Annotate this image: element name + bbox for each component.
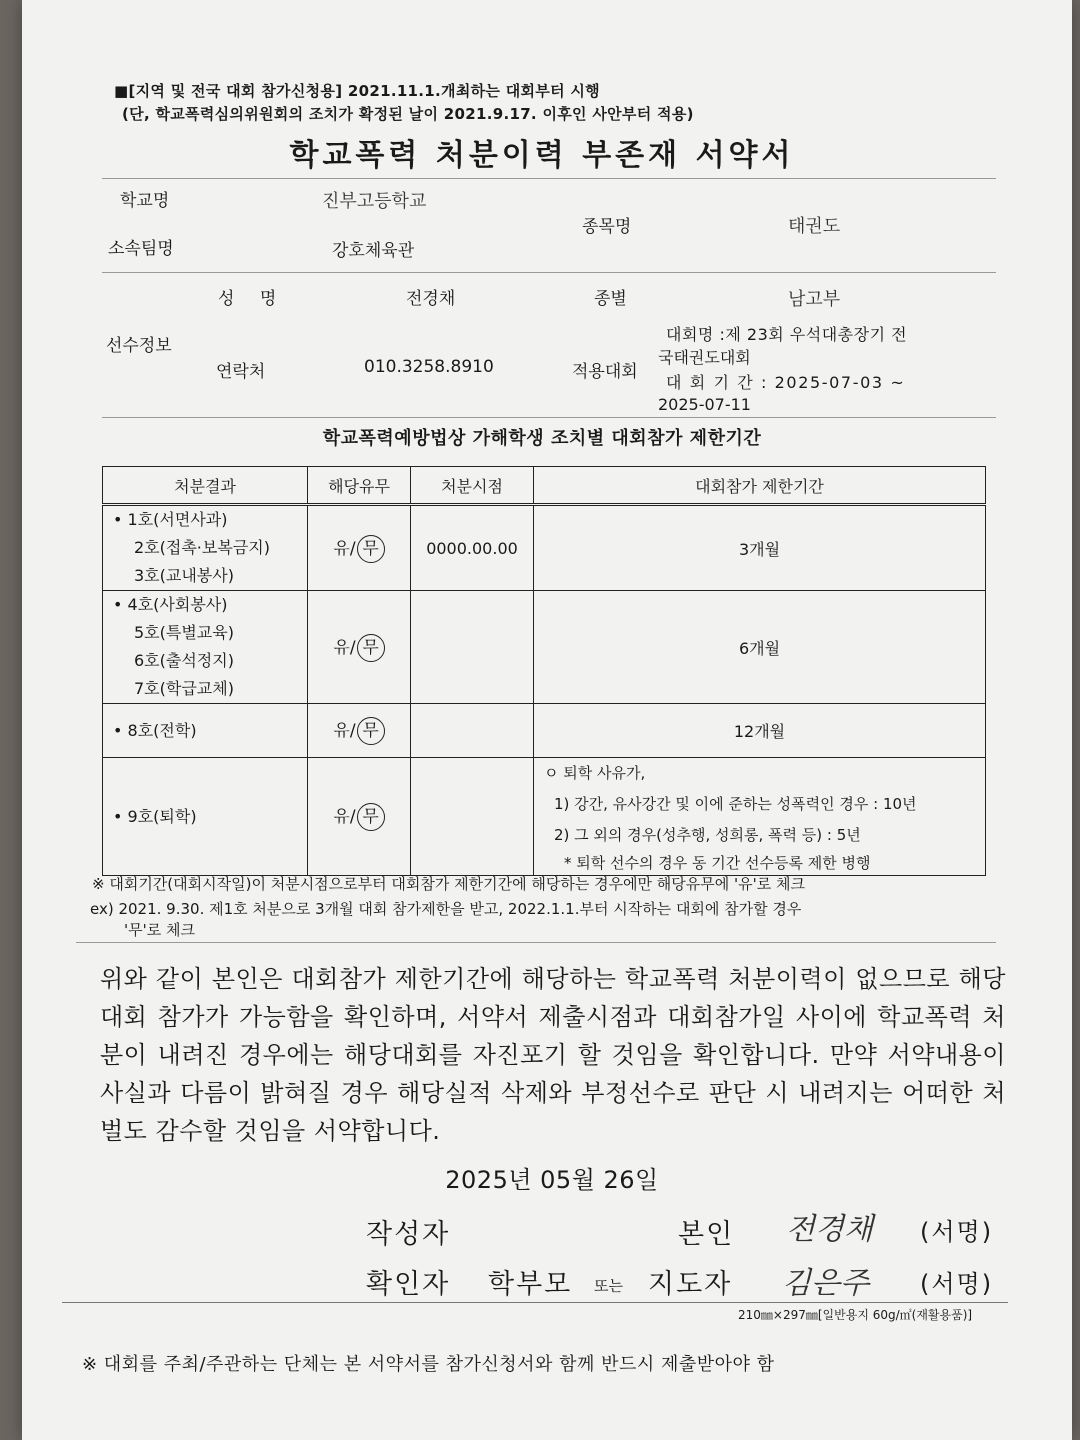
col-header-result: 처분결과 <box>103 467 308 505</box>
divider <box>102 178 996 179</box>
sanction-item: 3호(교내봉사) <box>134 566 234 585</box>
team-label: 소속팀명 <box>108 239 174 259</box>
col-header-date: 처분시점 <box>411 467 534 505</box>
competition-name-line1: 대회명 :제 23회 우석대총장기 전 <box>666 325 908 344</box>
expulsion-note: 2) 그 외의 경우(성추행, 성희롱, 폭력 등) : 5년 <box>554 826 861 844</box>
col-header-applicable: 해당유무 <box>308 467 411 505</box>
name-label: 성 명 <box>218 289 287 309</box>
yes-option: 유/ <box>333 721 356 741</box>
parent-label: 학부모 <box>488 1269 573 1300</box>
school-value: 진부고등학교 <box>322 191 427 212</box>
gender-value: 남고부 <box>788 289 841 310</box>
sanction-item: 6호(출석정지) <box>134 651 234 670</box>
table-row <box>103 704 986 758</box>
table-note: ※ 대회기간(대회시작일)이 처분시점으로부터 대회참가 제한기간에 해당하는 경우에만 해당유무에 '유'로 체크 <box>92 875 805 893</box>
restriction-period: 12개월 <box>534 704 986 758</box>
sanction-item: 5호(특별교육) <box>134 623 234 642</box>
header-notice-line2: (단, 학교폭력심의위원회의 조치가 확정된 날이 2021.9.17. 이후인 사안부터 적용) <box>122 105 694 123</box>
table-row <box>103 591 986 704</box>
document-title: 학교폭력 처분이력 부존재 서약서 <box>289 138 795 173</box>
competition-label: 적용대회 <box>572 362 638 382</box>
competition-period-line2: 2025-07-11 <box>658 395 751 414</box>
restriction-period: 3개월 <box>534 505 986 591</box>
example-note: ex) 2021. 9.30. 제1호 처분으로 3개월 대회 참가제한을 받고, 2022.1.1.부터 시작하는 대회에 참가할 경우 <box>90 900 802 918</box>
divider <box>76 942 996 943</box>
table-header-row <box>103 467 986 505</box>
competition-name-line2: 국태권도대회 <box>658 348 751 367</box>
applicable-check[interactable] <box>308 505 411 591</box>
gender-label: 종별 <box>594 289 627 309</box>
name-value: 전경채 <box>406 289 456 309</box>
sanction-item: • 1호(서면사과) <box>113 510 228 529</box>
sign-date: 2025년 05월 26일 <box>445 1166 659 1194</box>
restriction-period: 6개월 <box>534 591 986 704</box>
or-label: 또는 <box>594 1277 623 1295</box>
confirmer-label: 확인자 <box>366 1269 451 1300</box>
sanction-items <box>103 591 308 704</box>
header-notice-line1: ■[지역 및 전국 대회 참가신청용] 2021.11.1.개최하는 대회부터 시행 <box>114 82 600 100</box>
writer-label: 작성자 <box>366 1219 451 1250</box>
form-sheet <box>22 0 1072 1440</box>
athlete-info-label: 선수정보 <box>106 336 172 356</box>
event-value: 태권도 <box>788 216 841 237</box>
competition-period-line1: 대 회 기 간 : 2025-07-03 ~ <box>666 373 906 392</box>
yes-option: 유/ <box>333 637 356 658</box>
school-label: 학교명 <box>120 191 170 211</box>
footer-note: ※ 대회를 주최/주관하는 단체는 본 서약서를 참가신청서와 함께 반드시 제출받아야 함 <box>82 1354 775 1375</box>
confirmer-seal: (서명) <box>920 1270 994 1298</box>
sanction-date <box>411 704 534 758</box>
col-header-period: 대회참가 제한기간 <box>534 467 986 505</box>
sanction-item: 2호(접촉·보복금지) <box>134 538 270 557</box>
yes-option: 유/ <box>333 538 356 559</box>
sanction-item: • 8호(전학) <box>113 720 197 740</box>
applicable-check[interactable] <box>308 704 411 758</box>
sanction-items <box>103 505 308 591</box>
sanction-items <box>103 704 308 758</box>
paper-spec: 210㎜×297㎜[일반용지 60g/㎡(재활용품)] <box>738 1308 973 1322</box>
sanction-date <box>411 758 534 876</box>
table-row <box>103 505 986 591</box>
sanction-item: 7호(학급교체) <box>134 679 234 698</box>
table-subtitle: 학교폭력예방법상 가해학생 조치별 대회참가 제한기간 <box>322 428 762 449</box>
no-option-circled: 무 <box>357 634 385 662</box>
self-label: 본인 <box>678 1219 735 1250</box>
example-note-cont: '무'로 체크 <box>124 921 195 939</box>
divider <box>102 272 996 273</box>
sanction-table <box>102 466 986 876</box>
expulsion-note: ㅇ 퇴학 사유가, <box>544 764 646 782</box>
applicable-check[interactable] <box>308 758 411 876</box>
no-option-circled: 무 <box>357 717 385 745</box>
expulsion-note: * 퇴학 선수의 경우 동 기간 선수등록 제한 병행 <box>564 854 871 872</box>
divider <box>102 417 996 418</box>
expulsion-notes <box>534 758 986 876</box>
writer-seal: (서명) <box>920 1218 994 1246</box>
expulsion-note: 1) 강간, 유사강간 및 이에 준하는 성폭력인 경우 : 10년 <box>554 795 917 813</box>
sanction-date <box>411 591 534 704</box>
coach-label: 지도자 <box>648 1269 733 1300</box>
sanction-items <box>103 758 308 876</box>
pledge-text: 위와 같이 본인은 대회참가 제한기간에 해당하는 학교폭력 처분이력이 없으므로 해당 대회 참가가 가능함을 확인하며, 서약서 제출시점과 대회참가일 사이에 학교폭력 처분이 내려진 경우에는 해당대회를 자진포기 할 것임을 확인합니다. 만약 서약내용이 사실과 다름이 밝혀질 경우 해당실적 삭제와 부정선수로 판단 시 내려지는 어떠한 처벌도 감수할 것임을 서약합니다. <box>100 965 1006 1145</box>
writer-signature: 전경채 <box>786 1212 873 1247</box>
sanction-item: • 9호(퇴학) <box>113 806 197 826</box>
sanction-item: • 4호(사회봉사) <box>113 595 228 614</box>
team-value: 강호체육관 <box>332 241 415 261</box>
contact-label: 연락처 <box>216 362 266 382</box>
divider <box>62 1302 1008 1303</box>
no-option-circled: 무 <box>357 803 385 831</box>
event-label: 종목명 <box>582 217 632 237</box>
contact-value: 010.3258.8910 <box>364 357 494 377</box>
applicable-check[interactable] <box>308 591 411 704</box>
sanction-date: 0000.00.00 <box>411 505 534 591</box>
confirmer-signature: 김은주 <box>782 1266 869 1301</box>
table-row <box>103 758 986 876</box>
yes-option: 유/ <box>333 807 356 827</box>
no-option-circled: 무 <box>357 535 385 563</box>
